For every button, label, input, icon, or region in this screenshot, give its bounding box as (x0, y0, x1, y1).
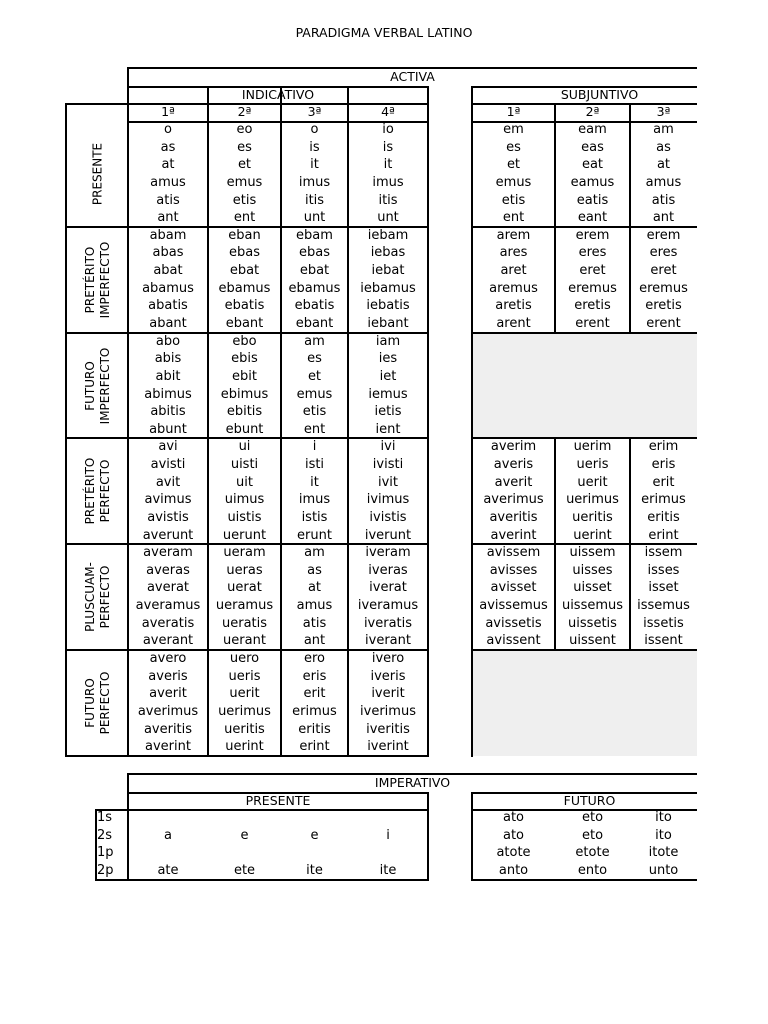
imperative-present-ending (281, 844, 348, 862)
indicative-ending: amus (296, 598, 333, 614)
subjunctive-ending: isset (648, 580, 679, 596)
imperative-present-ending (128, 809, 208, 827)
indicative-ending: ies (378, 351, 398, 367)
subjunctive-ending: averit (494, 474, 533, 490)
indicative-ending: iverit (371, 686, 405, 702)
indicative-ending: ueratis (221, 615, 268, 631)
indicative-ending: iebamus (360, 280, 416, 296)
indicative-ending: avimus (144, 492, 192, 508)
indicative-ending: it (310, 474, 319, 490)
subjunctive-ending: eatis (576, 192, 609, 208)
indicative-ending: i (312, 439, 317, 455)
indicative-ending: itis (304, 192, 325, 208)
indicative-ending: ebant (295, 315, 334, 331)
subjunctive-ending: ares (499, 245, 528, 261)
subjunctive-ending: aretis (495, 298, 532, 314)
subjunctive-ending: aremus (489, 280, 538, 296)
imperative-future-ending: ato (502, 827, 525, 843)
indicative-ending: averit (149, 686, 187, 702)
indicative-ending: iveris (370, 668, 406, 684)
indicative-ending: uerimus (218, 703, 271, 719)
indicative-ending: et (307, 368, 322, 384)
indicative-ending: etis (302, 404, 327, 420)
imperative-present-ending (208, 809, 281, 827)
subjunctive-ending: uerit (577, 474, 608, 490)
indicative-ending: uerunt (222, 527, 267, 543)
indicative-ending: ebit (232, 368, 257, 384)
indicative-ending: ero (303, 651, 325, 666)
subjunctive-ending: averim (490, 439, 537, 455)
subjunctive-ending: aret (500, 263, 527, 279)
indicative-ending: averitis (143, 721, 193, 737)
imperative-future-header: FUTURO (563, 793, 616, 808)
subjunctive-ending: erem (646, 227, 681, 243)
imperative-present-ending: ate (157, 862, 179, 878)
imperative-present-ending (128, 844, 208, 862)
indicative-ending: iebas (370, 245, 406, 261)
tense-label-line: PLUSCUAM- (82, 562, 97, 632)
subjunctive-ending: et (506, 157, 521, 173)
indicative-ending: isti (304, 457, 325, 473)
indicative-ending: iverimus (360, 703, 416, 719)
indicative-ending: unt (377, 210, 399, 226)
indicative-conj-header: 1ª (161, 104, 175, 119)
indicative-ending: ent (233, 210, 256, 226)
imperative-future-ending: ito (655, 827, 672, 843)
indicative-ending: iebant (367, 315, 409, 331)
indicative-ending: averint (145, 739, 191, 755)
tense-label-line: PRESENTE (90, 142, 104, 206)
indicative-ending: avit (155, 474, 181, 490)
subjunctive-ending: eres (649, 245, 678, 261)
subjunctive-conj-header: 1ª (506, 104, 521, 119)
indicative-ending: ivit (377, 474, 398, 490)
indicative-ending: ueramus (215, 598, 274, 614)
imperative-present-ending: a (164, 827, 172, 843)
subjunctive-ending: ueris (576, 457, 609, 473)
subjunctive-ending: eritis (647, 509, 680, 525)
subjunctive-ending: eat (581, 157, 604, 173)
imperative-future-ending: ento (577, 862, 608, 878)
subjunctive-conj-header: 2ª (585, 104, 600, 119)
tense-label (83, 241, 113, 318)
indicative-ending: avero (149, 651, 187, 666)
indicative-ending: ebimus (220, 386, 269, 402)
indicative-ending: averam (143, 545, 193, 561)
indicative-ending: ivi (380, 439, 396, 455)
indicative-ending: istis (301, 509, 328, 525)
indicative-ending: ebam (296, 227, 333, 243)
indicative-ending: ueritis (224, 721, 265, 737)
indicative-ending: abant (149, 315, 187, 331)
imperative-future-ending: unto (648, 862, 679, 878)
indicative-ending: emus (296, 386, 333, 402)
indicative-ending: it (383, 157, 393, 173)
empty-subjunctive-block (472, 650, 697, 756)
indicative-ending: uisti (230, 457, 259, 473)
subjunctive-ending: eam (578, 122, 607, 137)
indicative-ending: abas (152, 245, 184, 261)
subjunctive-ending: em (503, 122, 524, 137)
indicative-ending: iverunt (364, 527, 412, 543)
indicative-ending: ant (303, 633, 326, 649)
imperative-future-ending: eto (581, 827, 604, 843)
indicative-header: INDICATIVO (241, 87, 315, 102)
subjunctive-ending: eris (651, 457, 676, 473)
indicative-ending: iverant (365, 633, 411, 649)
indicative-ending: ebamus (218, 280, 271, 296)
subjunctive-ending: erent (575, 315, 610, 331)
indicative-ending: avistis (147, 509, 189, 525)
subjunctive-ending: eret (650, 263, 677, 279)
indicative-ending: erunt (297, 527, 332, 543)
indicative-ending: iet (379, 368, 397, 384)
indicative-ending: eris (302, 668, 327, 684)
indicative-ending: averamus (135, 598, 201, 614)
subjunctive-ending: averis (493, 457, 534, 473)
subjunctive-ending: erint (648, 527, 679, 543)
subjunctive-ending: emus (495, 174, 532, 190)
subjunctive-ending: eres (578, 245, 607, 261)
indicative-ending: iveramus (357, 598, 419, 614)
imperative-future-ending: ito (655, 810, 672, 825)
indicative-ending: imus (372, 174, 404, 190)
indicative-ending: ueras (226, 562, 263, 578)
person-label: 1p (97, 845, 114, 860)
indicative-ending: is (382, 139, 394, 155)
indicative-ending: eritis (298, 721, 331, 737)
indicative-ending: ivisti (372, 457, 404, 473)
indicative-ending: imus (298, 492, 331, 508)
indicative-ending: iveratis (363, 615, 413, 631)
subjunctive-ending: isses (647, 562, 680, 578)
subjunctive-ending: eretis (574, 298, 611, 314)
tense-label (83, 458, 113, 525)
subjunctive-ending: uisset (573, 580, 612, 596)
indicative-ending: abit (155, 368, 181, 384)
subjunctive-ending: uisses (572, 562, 613, 578)
indicative-ending: abitis (150, 404, 186, 420)
tense-label-line: PERFECTO (97, 565, 112, 629)
subjunctive-ending: erit (652, 474, 675, 490)
imperative-present-ending: ite (379, 862, 397, 878)
indicative-ending: atis (156, 192, 180, 208)
imperative-present-ending (348, 809, 428, 827)
table-rule (65, 103, 67, 757)
indicative-ending: emus (226, 174, 263, 190)
subjunctive-ending: eremus (568, 280, 617, 296)
tense-label-line: FUTURO (82, 360, 97, 411)
indicative-ending: ebamus (288, 280, 341, 296)
subjunctive-ending: eant (577, 210, 608, 226)
person-label: 2p (97, 862, 114, 878)
subjunctive-ending: ant (652, 210, 675, 226)
indicative-ending: abis (154, 351, 182, 367)
indicative-ending: iveras (368, 562, 408, 578)
indicative-ending: atis (302, 615, 327, 631)
imperative-future-ending: atote (496, 845, 531, 860)
indicative-ending: ebas (229, 245, 260, 261)
subjunctive-ending: amus (645, 174, 682, 190)
subjunctive-ending: at (656, 157, 671, 173)
indicative-ending: ant (157, 210, 179, 226)
subjunctive-ending: eas (581, 139, 604, 155)
subjunctive-ending: uerimus (566, 492, 619, 508)
indicative-ending: erimus (292, 703, 337, 719)
imperative-present-ending: e (310, 827, 319, 843)
indicative-ending: etis (232, 192, 257, 208)
subjunctive-conj-header: 3ª (656, 104, 671, 119)
indicative-ending: ebant (225, 315, 264, 331)
indicative-ending: unt (303, 210, 326, 226)
indicative-ending: am (304, 545, 325, 561)
indicative-ending: avisti (150, 457, 186, 473)
indicative-ending: averis (148, 668, 188, 684)
indicative-ending: abatis (148, 298, 188, 314)
indicative-ending: ient (375, 421, 401, 437)
indicative-ending: uerat (227, 580, 262, 596)
indicative-ending: eban (228, 227, 261, 243)
indicative-ending: abam (149, 227, 187, 243)
indicative-ending: ebat (229, 263, 260, 279)
imperative-present-ending (348, 844, 428, 862)
indicative-ending: io (382, 122, 394, 137)
tense-label-line: PERFECTO (97, 459, 112, 523)
indicative-ending: et (237, 157, 252, 173)
indicative-ending: ui (238, 439, 251, 455)
indicative-ending: uit (236, 474, 253, 490)
subjunctive-ending: uerim (573, 439, 612, 455)
subjunctive-ending: as (656, 139, 671, 155)
tense-label (83, 562, 113, 632)
indicative-ending: iveritis (366, 721, 410, 737)
indicative-conj-header: 2ª (237, 104, 252, 119)
indicative-ending: iebam (367, 227, 409, 243)
subjunctive-ending: averimus (483, 492, 544, 508)
indicative-ending: abunt (149, 421, 187, 437)
imperative-future-ending: etote (575, 845, 610, 860)
indicative-ending: abat (153, 263, 183, 279)
imperative-present-header: PRESENTE (245, 793, 311, 808)
indicative-ending: ebatis (294, 298, 335, 314)
indicative-ending: as (160, 139, 176, 155)
tense-label-line: PRETÉRITO (82, 246, 97, 314)
subjunctive-ending: eremus (639, 280, 688, 296)
indicative-ending: ebatis (224, 298, 265, 314)
indicative-ending: abimus (144, 386, 192, 402)
subjunctive-ending: arent (496, 315, 531, 331)
imperative-header: IMPERATIVO (374, 775, 451, 790)
tense-label-line: PRETÉRITO (82, 457, 97, 525)
tense-label-line: IMPERFECTO (97, 241, 112, 319)
indicative-ending: ebat (299, 263, 330, 279)
subjunctive-ending: eret (579, 263, 606, 279)
indicative-ending: uimus (224, 492, 265, 508)
indicative-ending: abo (155, 333, 181, 349)
indicative-ending: ivero (371, 651, 405, 666)
indicative-ending: uistis (227, 509, 262, 525)
imperative-present-ending: ite (306, 862, 323, 878)
indicative-ending: iemus (368, 386, 408, 402)
subjunctive-ending: issem (644, 545, 683, 561)
tense-label (90, 143, 105, 205)
subjunctive-ending: uissem (569, 545, 616, 561)
indicative-ending: imus (298, 174, 331, 190)
person-label: 2s (97, 827, 113, 843)
indicative-ending: iebatis (366, 298, 410, 314)
subjunctive-ending: issetis (643, 615, 684, 631)
indicative-ending: iam (375, 333, 401, 349)
indicative-ending: o (164, 122, 172, 137)
imperative-future-ending: itote (648, 845, 679, 860)
indicative-ending: abamus (142, 280, 194, 296)
indicative-conj-header: 3ª (307, 104, 322, 119)
imperative-present-ending: i (386, 827, 390, 843)
indicative-ending: iverint (367, 739, 409, 755)
imperative-present-ending: ete (233, 862, 256, 878)
indicative-ending: erit (303, 686, 326, 702)
indicative-ending: iebat (371, 263, 405, 279)
subjunctive-ending: averint (490, 527, 537, 543)
subjunctive-ending: ueritis (572, 509, 613, 525)
subjunctive-ending: averitis (489, 509, 538, 525)
indicative-ending: uerint (225, 739, 264, 755)
voice-header: ACTIVA (390, 69, 435, 84)
indicative-ending: iverat (369, 580, 407, 596)
page-title: PARADIGMA VERBAL LATINO (295, 25, 473, 40)
tense-label-line: FUTURO (82, 678, 97, 728)
indicative-ending: averatis (141, 615, 195, 631)
imperative-future-ending: anto (498, 862, 529, 878)
subjunctive-ending: eamus (570, 174, 615, 190)
subjunctive-ending: avissent (486, 633, 541, 649)
indicative-ending: ebunt (225, 421, 264, 437)
person-label: 1s (97, 810, 113, 825)
imperative-present-ending (281, 809, 348, 827)
indicative-ending: avi (158, 439, 178, 455)
table-rule (95, 879, 429, 881)
subjunctive-ending: avissetis (485, 615, 542, 631)
subjunctive-ending: issent (644, 633, 683, 649)
indicative-ending: eo (236, 122, 253, 137)
indicative-ending: ivimus (366, 492, 410, 508)
subjunctive-ending: avisses (489, 562, 538, 578)
indicative-ending: averant (142, 633, 194, 649)
indicative-ending: iveram (365, 545, 411, 561)
indicative-ending: as (307, 562, 322, 578)
indicative-ending: averas (146, 562, 190, 578)
indicative-ending: at (307, 580, 322, 596)
indicative-ending: erint (299, 739, 330, 755)
subjunctive-ending: avissemus (479, 598, 548, 614)
indicative-ending: averimus (137, 703, 199, 719)
tense-label-line: PERFECTO (97, 671, 112, 735)
indicative-ending: am (304, 333, 325, 349)
tense-label-line: IMPERFECTO (97, 347, 112, 424)
imperative-future-ending: eto (581, 810, 604, 825)
indicative-ending: itis (378, 192, 398, 208)
table-rule (472, 879, 697, 881)
imperative-present-ending (208, 844, 281, 862)
indicative-ending: ietis (374, 404, 402, 420)
indicative-ending: ebo (232, 333, 257, 349)
indicative-ending: o (310, 122, 319, 137)
subjunctive-ending: erimus (641, 492, 686, 508)
subjunctive-ending: uissemus (561, 598, 624, 614)
indicative-ending: uero (229, 651, 260, 666)
subjunctive-ending: avissem (486, 545, 541, 561)
indicative-ending: ueris (228, 668, 261, 684)
subjunctive-ending: uissetis (568, 615, 617, 631)
indicative-ending: uerit (229, 686, 260, 702)
subjunctive-ending: eretis (645, 298, 682, 314)
subjunctive-ending: erim (648, 439, 679, 455)
subjunctive-header: SUBJUNTIVO (560, 87, 639, 102)
indicative-ending: es (307, 351, 322, 367)
indicative-ending: averat (146, 580, 190, 596)
indicative-ending: averunt (142, 527, 194, 543)
imperative-future-ending: ato (502, 810, 525, 825)
subjunctive-ending: arem (496, 227, 531, 243)
subjunctive-ending: erent (646, 315, 681, 331)
indicative-ending: ivistis (369, 509, 407, 525)
tense-label (83, 671, 113, 734)
subjunctive-ending: erem (575, 227, 610, 243)
imperative-present-ending: e (240, 827, 249, 843)
indicative-ending: ebas (299, 245, 330, 261)
indicative-ending: it (310, 157, 319, 173)
indicative-ending: ueram (223, 545, 266, 561)
subjunctive-ending: avisset (490, 580, 537, 596)
subjunctive-ending: uerint (573, 527, 612, 543)
indicative-ending: es (237, 139, 252, 155)
subjunctive-ending: atis (651, 192, 676, 208)
indicative-ending: ent (303, 421, 326, 437)
subjunctive-ending: ent (502, 210, 525, 226)
subjunctive-ending: uissent (569, 633, 616, 649)
indicative-ending: ebitis (226, 404, 263, 420)
indicative-conj-header: 4ª (381, 104, 395, 119)
tense-label (83, 347, 113, 424)
subjunctive-ending: issemus (637, 598, 690, 614)
indicative-ending: amus (150, 174, 186, 190)
indicative-ending: is (309, 139, 320, 155)
indicative-ending: at (161, 157, 175, 173)
indicative-ending: uerant (223, 633, 266, 649)
indicative-ending: ebis (231, 351, 258, 367)
subjunctive-ending: am (653, 122, 674, 137)
empty-subjunctive-block (472, 333, 697, 439)
subjunctive-ending: etis (501, 192, 526, 208)
subjunctive-ending: es (506, 139, 521, 155)
